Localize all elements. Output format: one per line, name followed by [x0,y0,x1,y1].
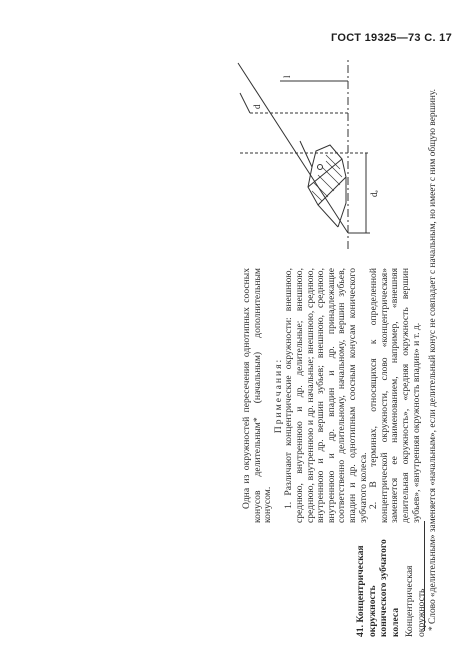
definition-text: Одна из окружностей пересечения однотипных соосных конусов делительным* (начальным) дополнительным конусом. [241,268,274,523]
label-d: d [252,104,262,109]
gear-body-outline [308,145,346,227]
footnote: * Слово «делительным» заменяется «начальным», если делительный конус не совпадает с начальным, но имеет с ним общую вершину. [428,89,438,631]
term-title: 41. Концентрическая окружность конического зубчатого колеса [355,539,401,637]
term-definition [242,268,422,523]
rotated-page-content [10,55,455,645]
term-entry [355,529,428,637]
note-1: 1. Различают концентрические окружности: внешнюю, среднюю, внутреннюю и др. делительные; внешнюю, среднюю, внутреннюю и др. начальные; внешнюю, среднюю, внутреннюю и др. вершин зубьев; внешнюю, среднюю, внутреннюю и др. впадин и др. принадлежащие соответственно делительному, начальному, вершин зубьев, впадин и др. однотипным соосным конусам конического зубчатого колеса. [283,268,369,523]
cone-diagram [220,53,380,263]
gear-cone-figure [220,53,380,263]
footnote-divider [424,521,425,631]
pitch-point [318,165,323,170]
term-synonym: Концентрическая окружность [404,565,427,637]
label-l: l [282,75,292,78]
leader-1 [300,141,312,167]
notes-heading: Примечания: [272,357,284,434]
note-2: 2. В терминах, относящихся к определенной концентрической окружности, слово «концентрическая» заменяется ее наименованием, например, «внешняя делительная окружность», «средняя окружность вершин зубьев», «внутренняя окружность впадин» и т. д. [368,268,422,523]
label-de: dₑ [369,190,379,197]
section-hatching [312,155,342,201]
leader-2 [240,93,250,113]
page-header: ГОСТ 19325—73 С. 17 [331,32,452,44]
pitch-cone-line [238,63,348,233]
